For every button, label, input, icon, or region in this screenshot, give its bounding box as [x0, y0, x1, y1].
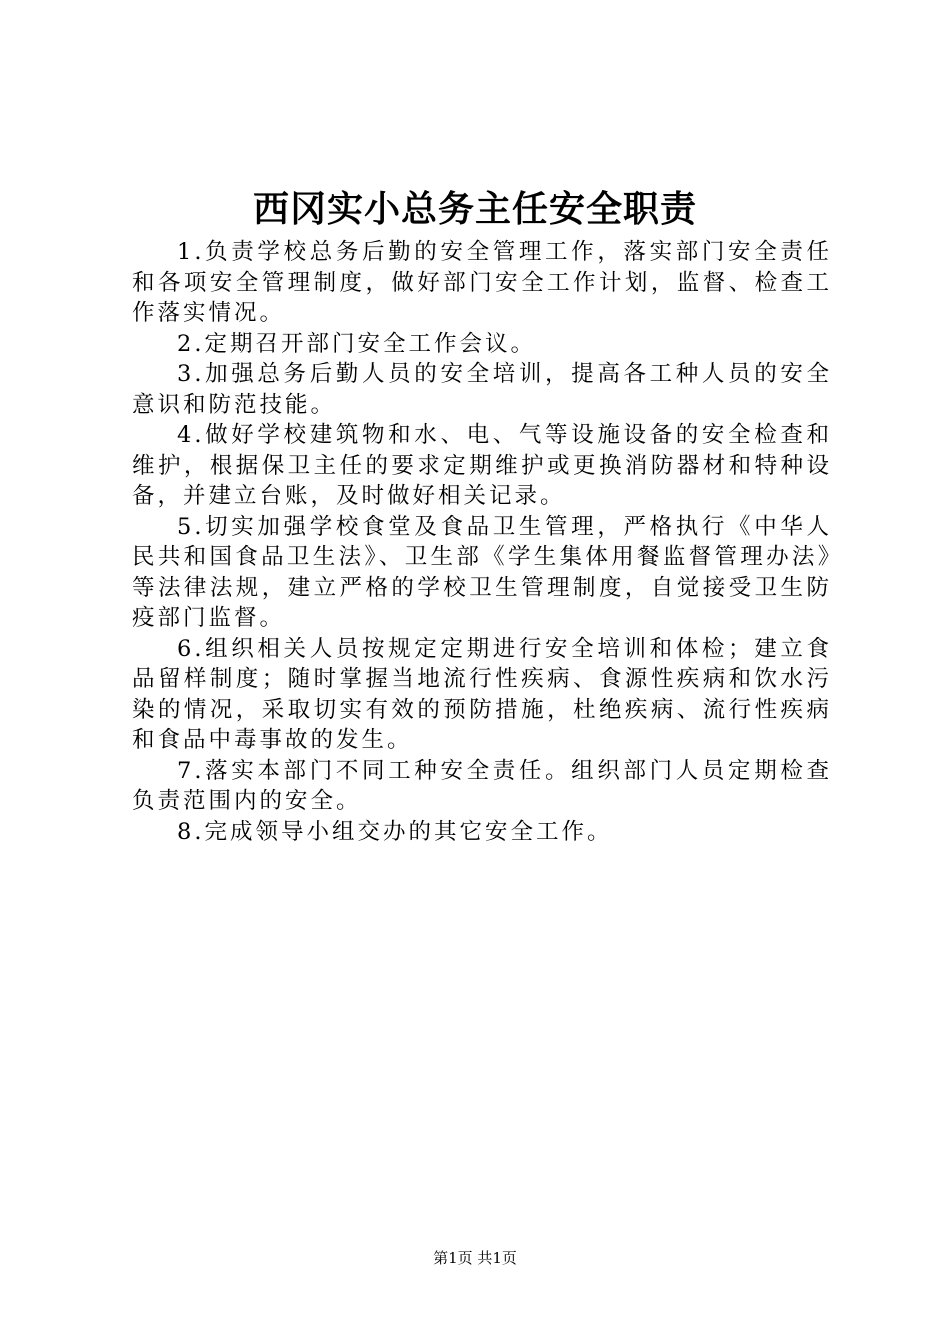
paragraph-2: 2.定期召开部门安全工作会议。: [177, 330, 536, 357]
paragraph-7: 7.落实本部门不同工种安全责任。组织部门人员定期检查负责范围内的安全。: [132, 757, 832, 814]
paragraph-6: 6.组织相关人员按规定定期进行安全培训和体检；建立食品留样制度；随时掌握当地流行性疾病、食源性疾病和饮水污染的情况，采取切实有效的预防措施，杜绝疾病、流行性疾病和食品中毒事故的发生。: [132, 635, 832, 753]
paragraph-4: 4.做好学校建筑物和水、电、气等设施设备的安全检查和维护，根据保卫主任的要求定期维护或更换消防器材和特种设备，并建立台账，及时做好相关记录。: [132, 422, 832, 509]
paragraph-8: 8.完成领导小组交办的其它安全工作。: [177, 818, 613, 845]
document-title: 西冈实小总务主任安全职责: [252, 188, 697, 230]
paragraph-3: 3.加强总务后勤人员的安全培训，提高各工种人员的安全意识和防范技能。: [132, 361, 832, 418]
paragraph-1: 1.负责学校总务后勤的安全管理工作，落实部门安全责任和各项安全管理制度，做好部门安全工作计划，监督、检查工作落实情况。: [132, 239, 832, 326]
page-footer: 第1页 共1页: [433, 1249, 517, 1267]
paragraph-5: 5.切实加强学校食堂及食品卫生管理，严格执行《中华人民共和国食品卫生法》、卫生部《学生集体用餐监督管理办法》等法律法规，建立严格的学校卫生管理制度，自觉接受卫生防疫部门监督。: [132, 513, 832, 631]
document-body: [132, 237, 832, 847]
